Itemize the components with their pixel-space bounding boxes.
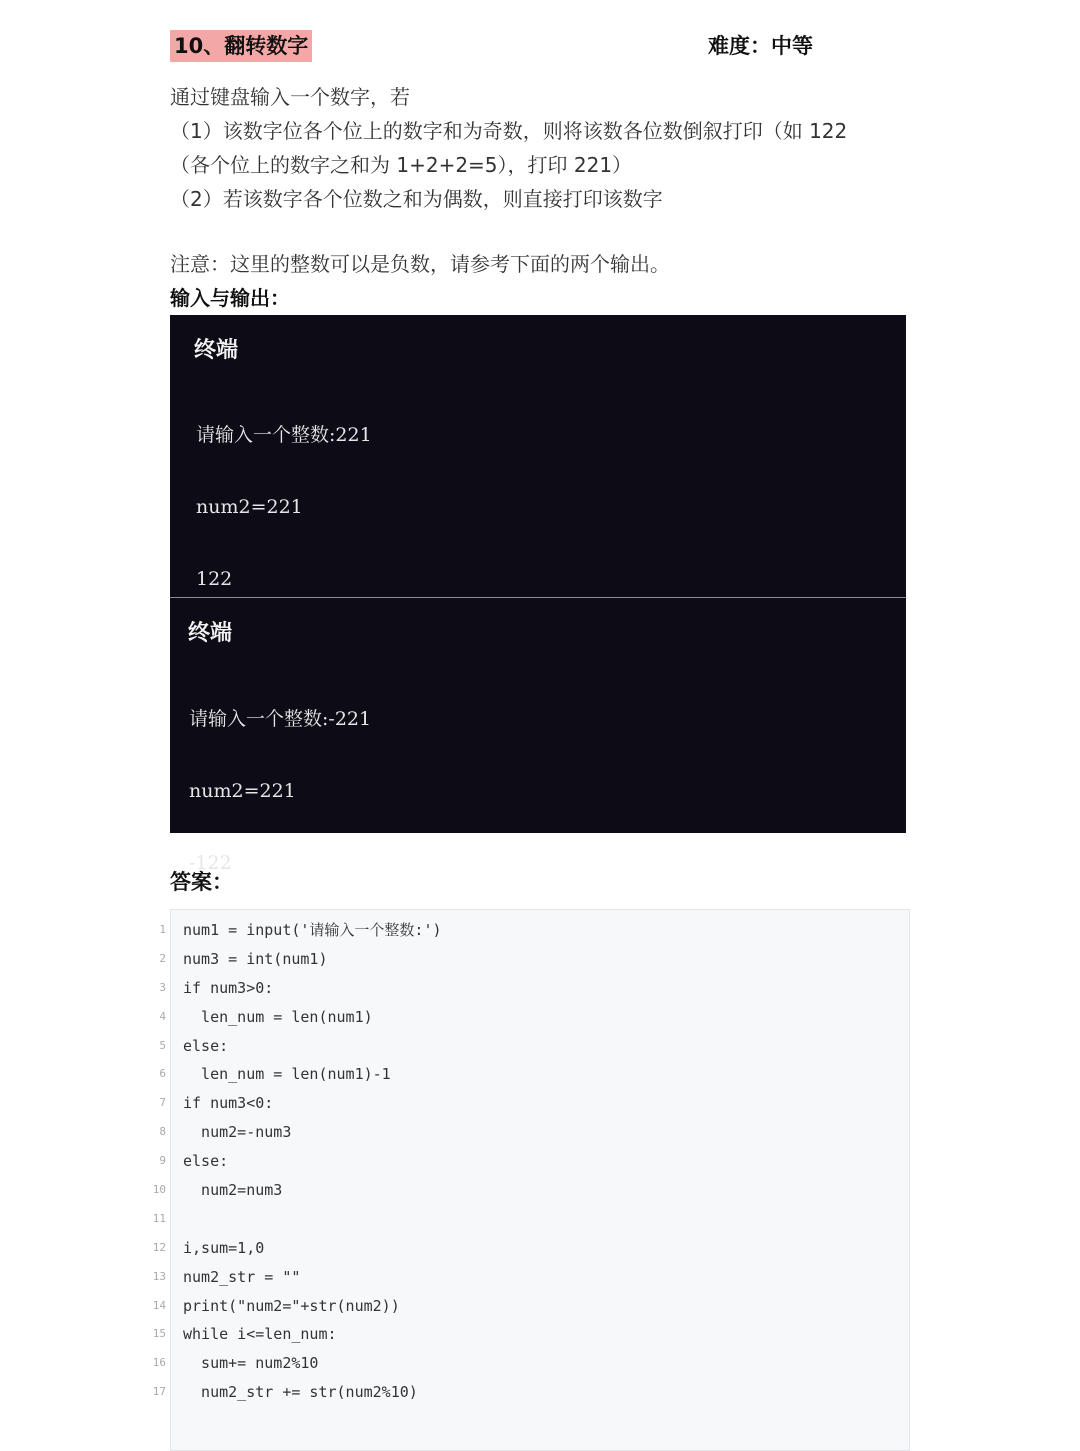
code-line bbox=[148, 945, 442, 974]
code-line bbox=[148, 1234, 442, 1263]
code-text: if num3>0: bbox=[183, 978, 274, 997]
code-text: i,sum=1,0 bbox=[183, 1238, 265, 1257]
terminal-line: num2=221 bbox=[196, 496, 303, 518]
code-line bbox=[148, 1060, 442, 1089]
code-line bbox=[148, 1147, 442, 1176]
code-text: else: bbox=[183, 1152, 229, 1171]
code-text: num2_str = "" bbox=[183, 1267, 301, 1286]
description-line: （1）该数字位各个位上的数字和为奇数，则将该数各位数倒叙打印（如 122 bbox=[170, 119, 848, 143]
line-number: 2 bbox=[159, 951, 166, 965]
code-text: num3 = int(num1) bbox=[183, 949, 328, 968]
terminal-line: -122 bbox=[189, 852, 232, 874]
line-number: 1 bbox=[159, 923, 166, 936]
line-number: 14 bbox=[152, 1298, 166, 1312]
terminal-window-2 bbox=[170, 598, 906, 874]
description-line: 通过键盘输入一个数字，若 bbox=[170, 85, 410, 109]
code-line bbox=[148, 1263, 442, 1292]
code-line bbox=[148, 1378, 442, 1407]
code-line bbox=[148, 1349, 442, 1378]
code-line bbox=[148, 974, 442, 1003]
code-text: while i<=len_num: bbox=[183, 1325, 337, 1344]
line-number: 12 bbox=[152, 1240, 166, 1254]
code-line bbox=[148, 1003, 442, 1032]
code-line bbox=[148, 1205, 442, 1234]
code-text: else: bbox=[183, 1036, 229, 1055]
terminal-line: 请输入一个整数:-221 bbox=[189, 708, 372, 730]
line-number: 13 bbox=[152, 1269, 166, 1283]
code-line bbox=[148, 1292, 442, 1321]
terminal-window-1 bbox=[170, 315, 906, 597]
line-number: 15 bbox=[152, 1327, 166, 1341]
description-line: （各个位上的数字之和为 1+2+2=5），打印 221） bbox=[170, 153, 633, 177]
answer-heading: 答案： bbox=[170, 870, 233, 894]
code-line bbox=[148, 1176, 442, 1205]
code-line bbox=[148, 1118, 442, 1147]
code-text: len_num = len(num1) bbox=[183, 1007, 373, 1026]
difficulty-label: 难度：中等 bbox=[708, 34, 813, 58]
io-heading: 输入与输出： bbox=[170, 286, 290, 310]
line-number: 17 bbox=[152, 1385, 166, 1399]
terminal-line: 122 bbox=[196, 568, 233, 590]
terminal-title: 终端 bbox=[188, 621, 233, 646]
problem-description bbox=[170, 80, 910, 216]
code-line bbox=[148, 1320, 442, 1349]
code-text: num2_str += str(num2%10) bbox=[183, 1383, 418, 1402]
note-text: 注意：这里的整数可以是负数，请参考下面的两个输出。 bbox=[170, 252, 670, 276]
line-number: 4 bbox=[159, 1009, 166, 1023]
line-number: 7 bbox=[159, 1096, 166, 1110]
line-number: 5 bbox=[159, 1038, 166, 1052]
code-text: len_num = len(num1)-1 bbox=[183, 1065, 391, 1084]
code-text: sum+= num2%10 bbox=[183, 1354, 319, 1373]
code-text: num2=-num3 bbox=[183, 1123, 292, 1142]
line-number: 10 bbox=[152, 1183, 166, 1197]
terminal-line: num2=221 bbox=[189, 780, 296, 802]
code-text: num2=num3 bbox=[183, 1181, 283, 1200]
line-number: 9 bbox=[159, 1154, 166, 1168]
code-line bbox=[148, 1032, 442, 1061]
terminal-title: 终端 bbox=[194, 338, 239, 363]
line-number: 8 bbox=[159, 1125, 166, 1139]
line-number: 11 bbox=[152, 1211, 166, 1225]
line-number: 3 bbox=[159, 980, 166, 994]
line-number: 16 bbox=[152, 1356, 166, 1370]
code-text: if num3<0: bbox=[183, 1094, 274, 1113]
problem-title: 10、翻转数字 bbox=[170, 30, 312, 62]
description-line: （2）若该数字各个位数之和为偶数，则直接打印该数字 bbox=[170, 187, 663, 211]
line-number: 6 bbox=[159, 1067, 166, 1081]
code-text: print("num2="+str(num2)) bbox=[183, 1296, 400, 1315]
code-line bbox=[148, 916, 442, 945]
code-text: num1 = input('请输入一个整数:') bbox=[183, 921, 442, 939]
terminal-line: 请输入一个整数:221 bbox=[196, 424, 372, 446]
code-line bbox=[148, 1089, 442, 1118]
code-listing bbox=[148, 916, 442, 1407]
